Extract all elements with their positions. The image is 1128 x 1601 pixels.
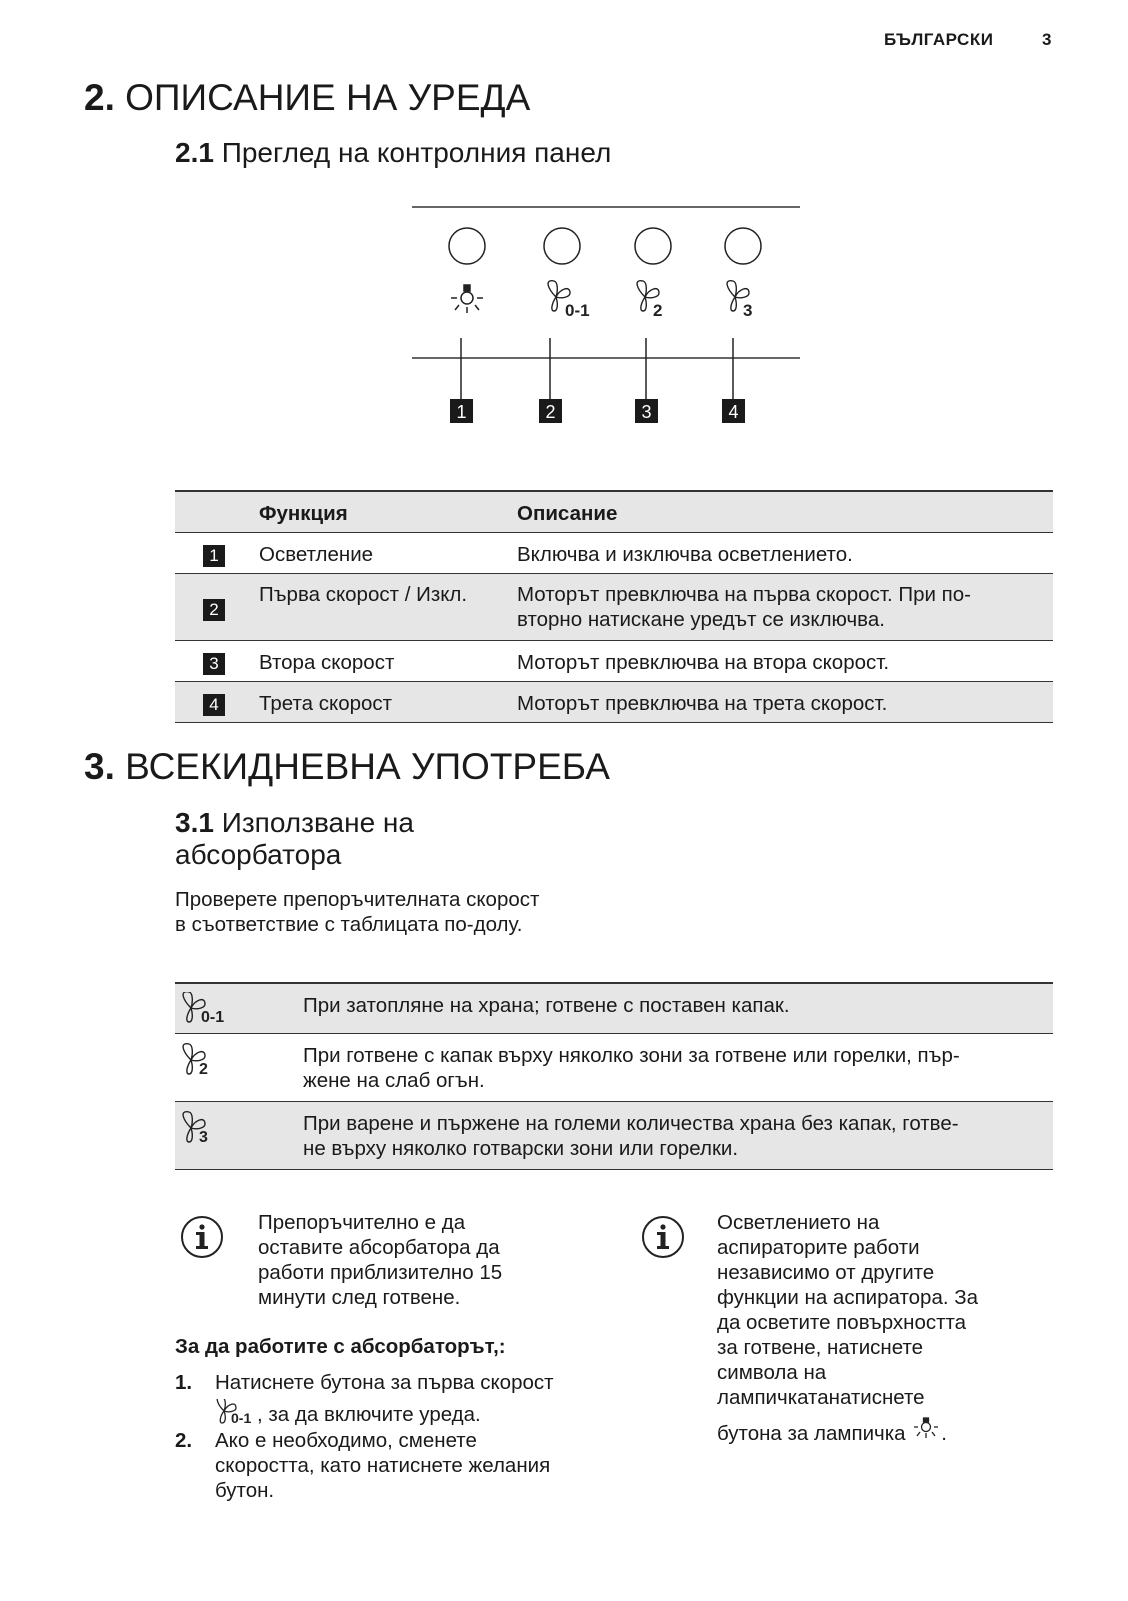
column-header-function: Функция [259,502,348,525]
section-2-title: ОПИСАНИЕ НА УРЕДА [125,77,531,118]
function-cell: Първа скорост / Изкл. [259,582,468,606]
fan-icon-speed-3 [727,281,752,320]
note-right-text: Осветлението на аспираторите работи независимо от другите функции на аспиратора. За да осветите повърхността за готвене, натиснете символа на лампичкатанатиснете бутона за лампичка . [717,1211,979,1445]
panel-button-4 [725,228,761,264]
note-left-text: Препоръчително е да оставите абсорбатора да работи приблизително 15 минути след готвене. [258,1211,503,1309]
section-3-number: 3. [84,746,115,787]
svg-text:3: 3 [641,402,652,422]
speed-symbol-cell [175,1033,303,1101]
subsection-3-1-number: 3.1 [175,807,214,838]
subsection-3-1-heading [175,807,414,871]
table-row [175,1101,1053,1169]
list-item: 1. Натиснете бутона за първа скорост 0-1 , за да включите уреда. [175,1371,554,1426]
table-row [175,681,1053,722]
table-row [175,983,1053,1033]
subsection-3-1-title-line2: абсорбатора [175,839,342,871]
description-cell: Моторът превключва на трета скорост. [517,691,888,715]
intro-paragraph: Проверете препоръчителната скорост в съответствие с таблицата по-долу. [175,888,540,936]
info-icon [180,1215,224,1259]
row-number-badge: 3 [203,653,225,675]
svg-text:3: 3 [199,1128,208,1146]
light-icon [451,285,483,313]
speed-symbol-cell [175,983,303,1033]
speed-symbol-cell [175,1101,303,1169]
fan-icon-speed-0-1 [181,992,233,1024]
subsection-2-1-number: 2.1 [175,137,214,168]
steps-list [175,1370,615,1503]
function-cell: Втора скорост [259,650,395,674]
svg-text:0-1: 0-1 [231,1410,252,1425]
table-row [175,532,1053,573]
column-header-description: Описание [517,502,618,525]
page-number: 3 [1042,30,1052,49]
svg-text:1: 1 [456,402,467,422]
svg-text:0-1: 0-1 [201,1009,225,1024]
panel-button-2 [544,228,580,264]
description-cell: Включва и изключва осветлението. [517,542,853,566]
row-number-badge: 4 [203,694,225,716]
table-row [175,1033,1053,1101]
svg-text:2: 2 [653,301,663,320]
speed-description-cell: При готвене с капак върху няколко зони за готвене или горелки, пър- жене на слаб огън. [303,1043,960,1092]
table-row [175,573,1053,640]
description-cell: Моторът превключва на втора скорост. [517,650,890,674]
fan-icon-speed-0-1 [548,281,590,320]
fan-icon-speed-3 [181,1110,233,1146]
fan-icon-speed-2 [181,1042,233,1078]
section-3-title: ВСЕКИДНЕВНА УПОТРЕБА [125,746,610,787]
row-number-badge: 2 [203,599,225,621]
section-2-number: 2. [84,77,115,118]
header-language: БЪЛГАРСКИ [884,30,994,49]
svg-text:4: 4 [728,402,739,422]
fan-icon-speed-0-1 [215,1399,257,1425]
svg-text:0-1: 0-1 [565,301,590,320]
subsection-2-1-heading [175,137,611,169]
svg-text:3: 3 [743,301,753,320]
svg-text:2: 2 [545,402,556,422]
fan-icon-speed-2 [637,281,662,320]
section-2-heading [84,79,530,116]
function-table [175,490,1053,723]
row-number-badge: 1 [203,545,225,567]
panel-button-3 [635,228,671,264]
light-icon [911,1416,941,1442]
speed-table [175,982,1053,1170]
description-cell: Моторът превключва на първа скорост. При по- вторно натискане уредът се изключва. [517,582,971,631]
steps-heading: За да работите с абсорбаторът,: [175,1335,506,1358]
function-table-header [175,491,1053,532]
function-cell: Трета скорост [259,691,393,715]
table-row [175,640,1053,681]
list-item: 2. Ако е необходимо, сменете скоростта, като натиснете желания бутон. [175,1429,551,1502]
subsection-3-1-title: Използване на [221,807,414,838]
info-icon [641,1215,685,1259]
control-panel-diagram [410,195,800,435]
section-3-heading [84,748,610,785]
function-cell: Осветление [259,542,374,566]
speed-description-cell: При варене и пържене на големи количества храна без капак, готве- не върху няколко готварски зони или горелки. [303,1111,959,1160]
panel-button-1 [449,228,485,264]
subsection-2-1-title: Преглед на контролния панел [221,137,612,168]
svg-text:2: 2 [199,1060,208,1078]
speed-description-cell: При затопляне на храна; готвене с поставен капак. [303,994,790,1017]
